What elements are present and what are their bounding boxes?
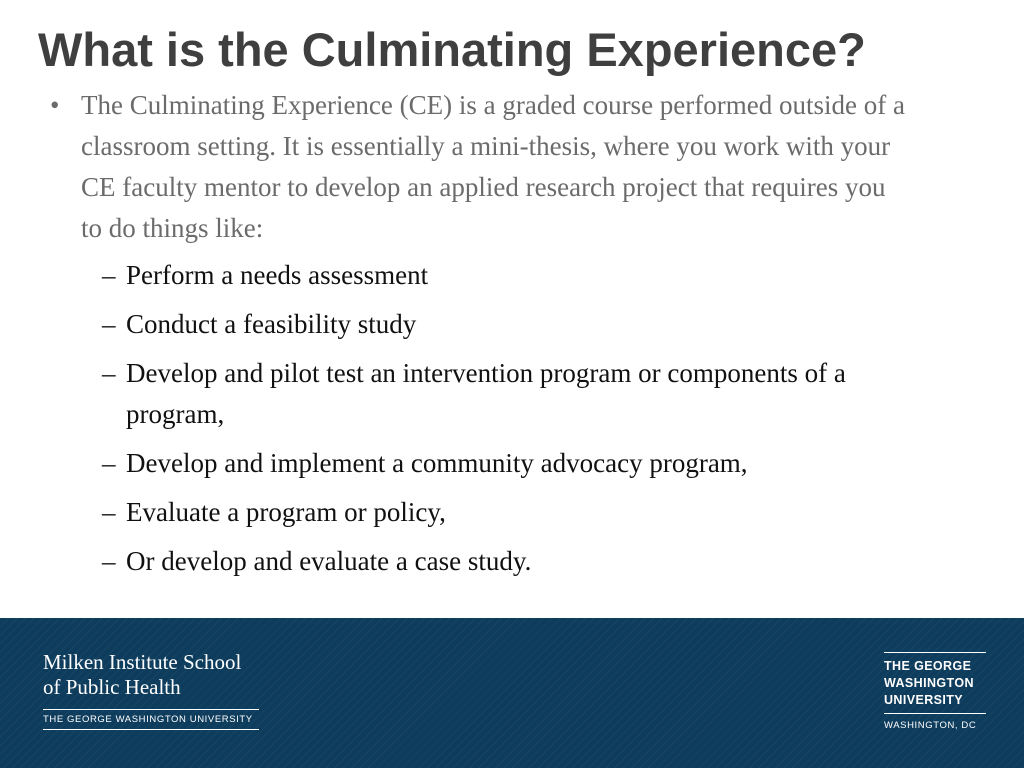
gwu-logo-line3: UNIVERSITY [884,693,964,707]
sub-bullet-text: Develop and implement a community advocacy program, [126,448,748,478]
gwu-logo-rule-top [884,652,986,653]
main-bullet [50,85,910,249]
gwu-logo [884,652,988,731]
sub-bullet-text: Or develop and evaluate a case study. [126,546,532,576]
gwu-logo-line1: THE GEORGE [884,659,972,673]
slide-content [50,85,910,590]
sub-bullet-item [50,304,910,345]
sub-bullet-item [50,353,910,435]
gwu-logo-name [884,658,988,709]
gwu-logo-location: WASHINGTON, DC [884,720,977,731]
sub-bullet-item [50,541,910,582]
milken-logo-rule-top [43,709,259,710]
sub-bullet-item [50,492,910,533]
sub-bullet-list [50,255,910,582]
milken-logo-line2: of Public Health [43,675,181,699]
milken-logo-subtitle: THE GEORGE WASHINGTON UNIVERSITY [43,714,253,725]
main-bullet-text: The Culminating Experience (CE) is a graded course performed outside of a classroom setting. It is essentially a mini-thesis, where you work with your CE faculty mentor to develop an applied research project that requires you to do things like: [81,90,905,243]
gwu-logo-rule-bottom [884,713,986,714]
footer-band [0,618,1024,768]
dash-glyph: – [102,309,116,339]
sub-bullet-item [50,255,910,296]
sub-bullet-item [50,443,910,484]
dash-glyph: – [102,448,116,478]
gwu-logo-line2: WASHINGTON [884,676,974,690]
bullet-glyph: • [50,90,60,120]
slide-title: What is the Culminating Experience? [38,23,866,76]
sub-bullet-text: Conduct a feasibility study [126,309,417,339]
milken-institute-logo [43,650,259,730]
dash-glyph: – [102,497,116,527]
sub-bullet-text: Evaluate a program or policy, [126,497,446,527]
sub-bullet-text: Develop and pilot test an intervention program or components of a program, [126,358,846,429]
milken-logo-line1: Milken Institute School [43,650,242,674]
sub-bullet-text: Perform a needs assessment [126,260,429,290]
dash-glyph: – [102,546,116,576]
milken-logo-rule-bottom [43,729,259,730]
dash-glyph: – [102,260,116,290]
dash-glyph: – [102,358,116,388]
